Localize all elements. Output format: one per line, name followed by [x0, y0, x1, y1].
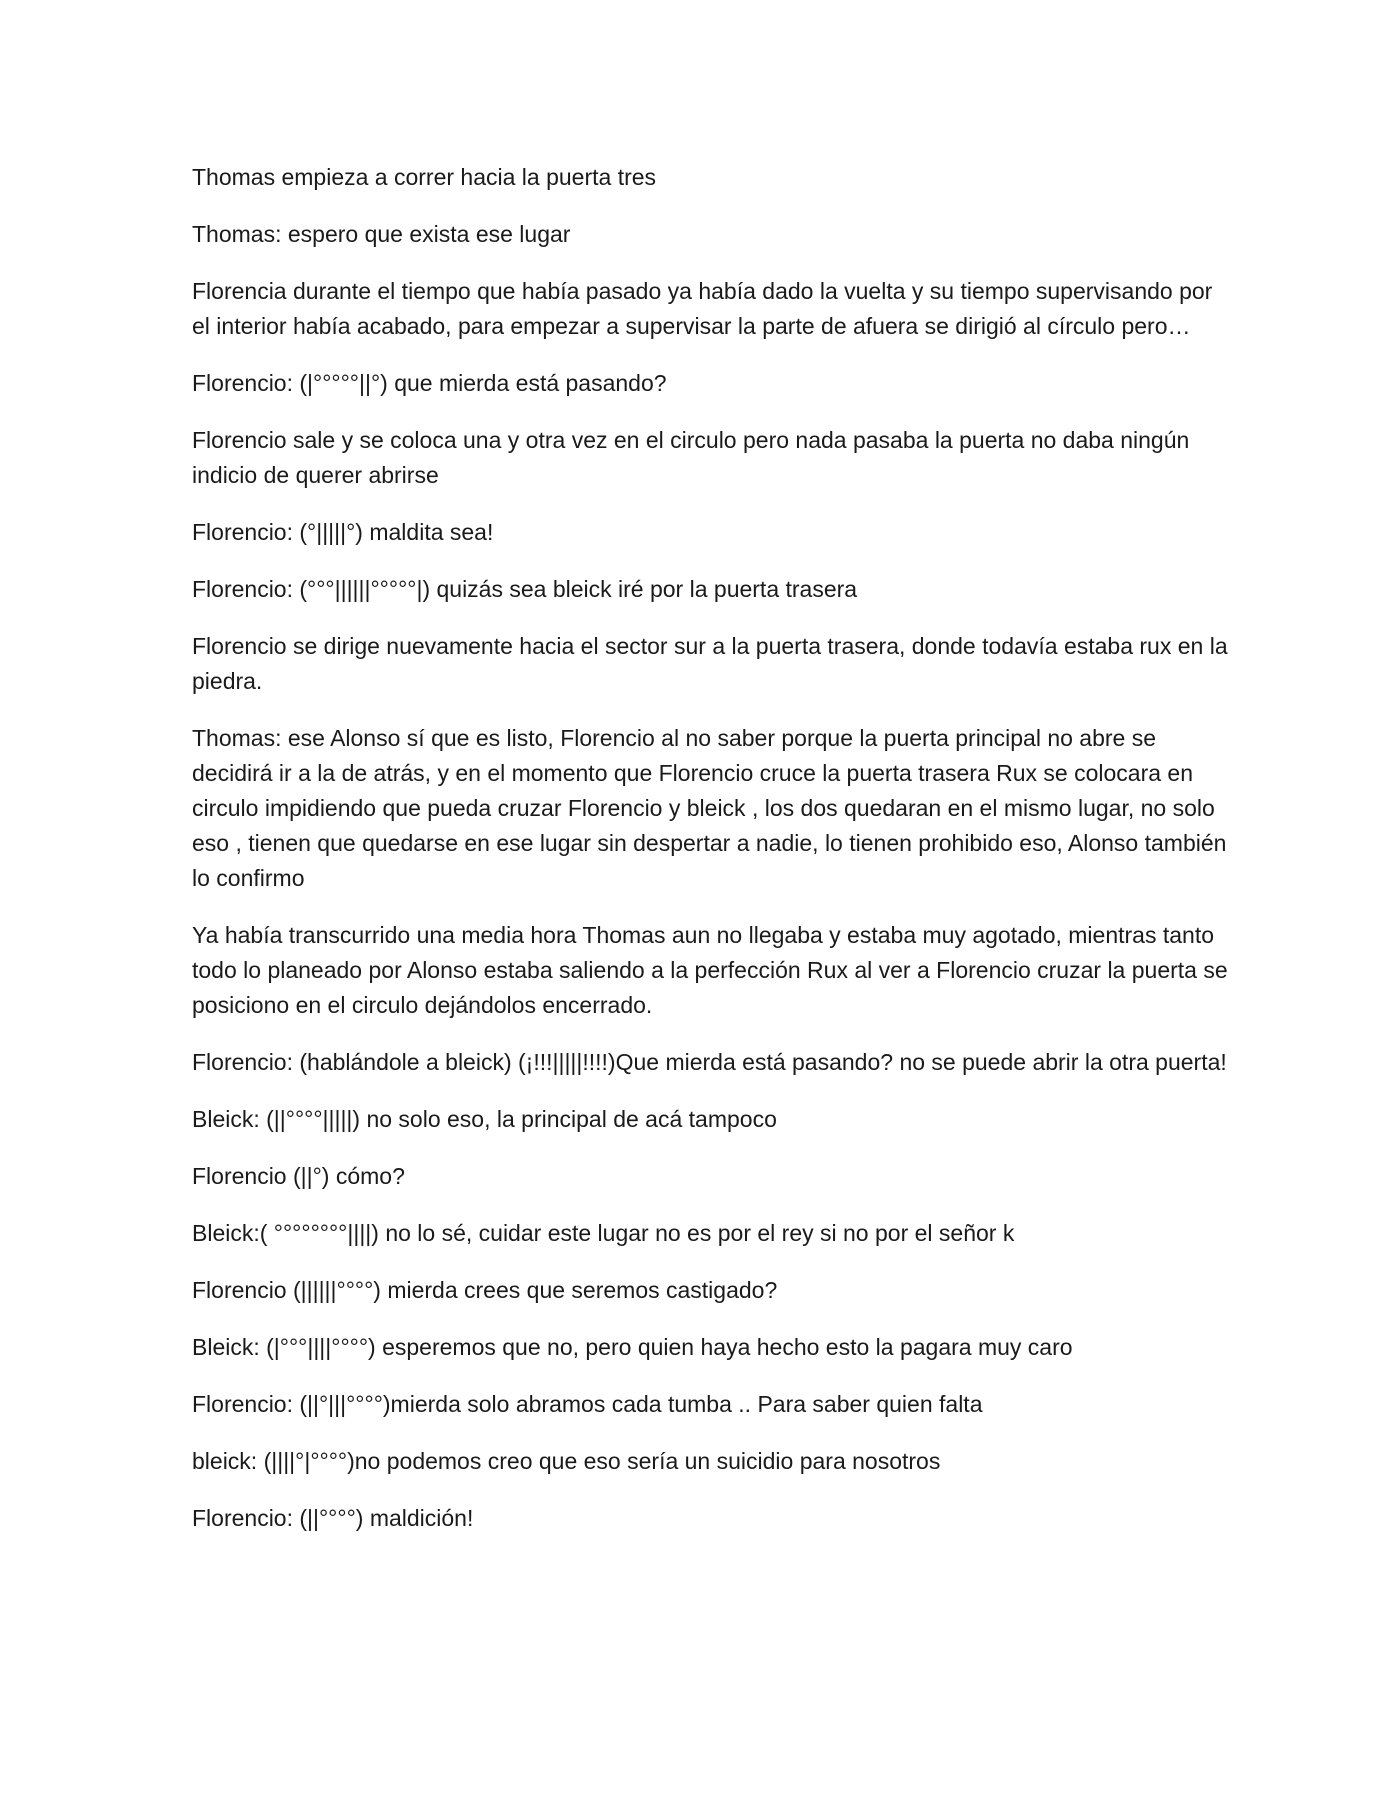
paragraph: Bleick:( °°°°°°°°||||) no lo sé, cuidar este lugar no es por el rey si no por el señor k: [192, 1220, 1015, 1246]
paragraph: Florencio: (°|||||°) maldita sea!: [192, 519, 494, 545]
paragraph: Florencio (||||||°°°°) mierda crees que seremos castigado?: [192, 1277, 778, 1303]
paragraph: Florencio sale y se coloca una y otra vez en el circulo pero nada pasaba la puerta no daba ningún indicio de querer abrirse: [192, 427, 1190, 488]
paragraph: Bleick: (|°°°||||°°°°) esperemos que no, pero quien haya hecho esto la pagara muy caro: [192, 1334, 1073, 1360]
paragraph: Ya había transcurrido una media hora Thomas aun no llegaba y estaba muy agotado, mientras tanto todo lo planeado por Alonso estaba saliendo a la perfección Rux al ver a Florencio cruzar la puerta se posiciono en el circulo dejándolos encerrado.: [192, 922, 1228, 1018]
paragraph: bleick: (||||°|°°°°)no podemos creo que eso sería un suicidio para nosotros: [192, 1448, 941, 1474]
paragraph: Florencio: (||°|||°°°°)mierda solo abramos cada tumba .. Para saber quien falta: [192, 1391, 983, 1417]
paragraph: Florencio: (|°°°°°||°) que mierda está pasando?: [192, 370, 667, 396]
paragraph: Thomas empieza a correr hacia la puerta tres: [192, 164, 657, 190]
paragraph: Florencio se dirige nuevamente hacia el sector sur a la puerta trasera, donde todavía estaba rux en la piedra.: [192, 633, 1228, 694]
paragraph: Thomas: espero que exista ese lugar: [192, 221, 571, 247]
document-body: [192, 160, 1232, 1558]
paragraph: Florencio (||°) cómo?: [192, 1163, 405, 1189]
paragraph: Thomas: ese Alonso sí que es listo, Florencio al no saber porque la puerta principal no abre se decidirá ir a la de atrás, y en el momento que Florencio cruce la puerta trasera Rux se colocara en circulo impidiendo que pueda cruzar Florencio y bleick , los dos quedaran en el mismo lugar, no solo eso , tienen que quedarse en ese lugar sin despertar a nadie, lo tienen prohibido eso, Alonso también lo confirmo: [192, 725, 1227, 891]
paragraph: Florencio: (hablándole a bleick) (¡!!!|||||!!!!)Que mierda está pasando? no se puede abrir la otra puerta!: [192, 1049, 1227, 1075]
paragraph: Florencio: (°°°||||||°°°°°|) quizás sea bleick iré por la puerta trasera: [192, 576, 858, 602]
paragraph: Florencio: (||°°°°) maldición!: [192, 1505, 474, 1531]
paragraph: Bleick: (||°°°°|||||) no solo eso, la principal de acá tampoco: [192, 1106, 777, 1132]
paragraph: Florencia durante el tiempo que había pasado ya había dado la vuelta y su tiempo supervisando por el interior había acabado, para empezar a supervisar la parte de afuera se dirigió al círculo pero…: [192, 278, 1213, 339]
